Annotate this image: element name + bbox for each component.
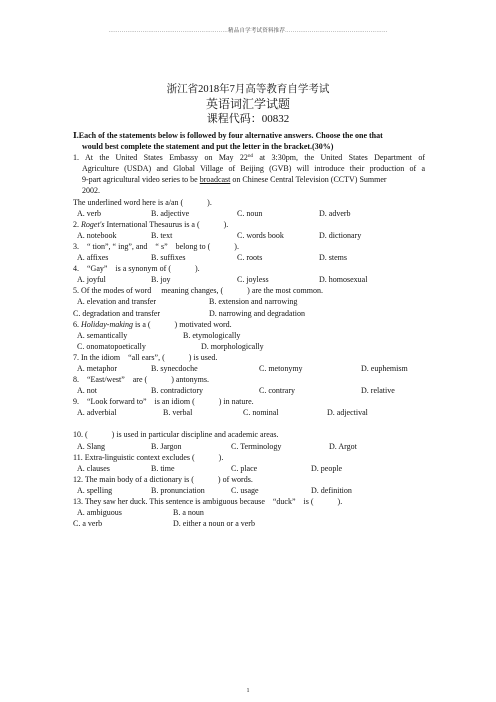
question-6-stem: 6. Holiday-making is a ( ) motivated word. bbox=[73, 319, 232, 329]
option-a: A. adverbial bbox=[77, 408, 117, 418]
option-c: C. nominal bbox=[243, 408, 279, 418]
option-a: A. joyful bbox=[77, 275, 106, 285]
question-12-options bbox=[73, 485, 425, 496]
option-d: D. morphologically bbox=[201, 341, 264, 351]
option-c: C. degradation and transfer bbox=[73, 308, 161, 318]
option-b: B. extension and narrowing bbox=[209, 297, 298, 307]
option-d: D. relative bbox=[361, 386, 395, 396]
question-13-options-cd bbox=[73, 518, 425, 529]
option-c: C. noun bbox=[237, 208, 263, 218]
question-11-stem: 11. Extra-linguistic context excludes ( ). bbox=[73, 452, 224, 462]
question-1-passage-line-2: Agriculture (USDA) and Global Village of Beijing (GVB) will introduce their production of a bbox=[82, 164, 425, 174]
option-d: D. narrowing and degradation bbox=[209, 308, 305, 318]
option-c: C. words book bbox=[237, 230, 284, 240]
option-c: C. contrary bbox=[259, 386, 295, 396]
question-1-stem: The underlined word here is a/an ( ). bbox=[73, 197, 212, 207]
question-7-stem: 7. In the idiom “all ears”, ( ) is used. bbox=[73, 352, 218, 362]
option-b: B. synecdoche bbox=[151, 363, 198, 373]
page-number: 1 bbox=[246, 688, 250, 694]
page-header-banner: ………………………………………………………精品自学考试资料推荐……………………………………………… bbox=[108, 28, 388, 34]
question-5-options-ab bbox=[73, 296, 425, 307]
question-12-stem: 12. The main body of a dictionary is ( ) of words. bbox=[73, 474, 253, 484]
question-8-options bbox=[73, 385, 425, 396]
option-a: A. affixes bbox=[77, 253, 109, 263]
option-d: D. people bbox=[311, 463, 343, 473]
option-a: A. ambiguous bbox=[77, 508, 122, 518]
option-d: D. dictionary bbox=[319, 230, 362, 240]
question-9-stem: 9. “Look forward to” is an idiom ( ) in nature. bbox=[73, 397, 254, 407]
option-a: A. not bbox=[77, 386, 97, 396]
option-d: D. Argot bbox=[329, 441, 357, 451]
option-c: C. joyless bbox=[237, 275, 269, 285]
question-5-options-cd bbox=[73, 308, 425, 319]
section-instruction-cont: would best complete the statement and put the letter in the bracket.(30%) bbox=[82, 142, 334, 152]
question-1-passage-line-1: 1. At the United States Embassy on May 22nd at 3:30pm, the United States Department of bbox=[73, 153, 426, 163]
option-a: A. notebook bbox=[77, 230, 117, 240]
option-d: D. stems bbox=[319, 253, 347, 263]
option-b: B. suffixes bbox=[151, 253, 186, 263]
question-6-options-cd bbox=[73, 341, 425, 352]
question-5-stem: 5. Of the modes of word meaning changes, ( ) are the most common. bbox=[73, 286, 323, 296]
option-b: B. time bbox=[151, 463, 175, 473]
course-code: 课程代码：00832 bbox=[206, 113, 290, 125]
option-b: B. Jargon bbox=[151, 441, 182, 451]
question-13-options-ab bbox=[73, 507, 425, 518]
option-a: A. metaphor bbox=[77, 363, 117, 373]
question-3-options bbox=[73, 252, 425, 263]
question-4-stem: 4. “Gay” is a synonym of ( ). bbox=[73, 264, 200, 274]
question-13-stem: 13. They saw her duck. This sentence is ambiguous because “duck” is ( ). bbox=[73, 497, 343, 506]
option-b: B. text bbox=[151, 230, 173, 240]
question-3-stem: 3. “ tion”, “ ing”, and “ s” belong to ( ). bbox=[73, 241, 239, 251]
option-b: B. adjective bbox=[151, 208, 190, 218]
question-8-stem: 8. “East/west” are ( ) antonyms. bbox=[73, 375, 209, 385]
section-instruction: Ⅰ.Each of the statements below is followed by four alternative answers. Choose the one that bbox=[73, 131, 383, 140]
option-d: D. either a noun or a verb bbox=[173, 519, 255, 529]
subject-title: 英语词汇学试题 bbox=[205, 97, 290, 111]
question-4-options bbox=[73, 274, 425, 285]
question-7-options bbox=[73, 363, 425, 374]
option-b: B. pronunciation bbox=[151, 485, 205, 495]
option-a: A. spelling bbox=[77, 485, 113, 495]
question-10-options bbox=[73, 441, 425, 452]
underlined-word: broadcast bbox=[199, 175, 231, 185]
question-11-options bbox=[73, 463, 425, 474]
option-d: D. adverb bbox=[319, 208, 351, 218]
question-1-passage-line-3: 9-part agricultural video series to be broadcast on Chinese Central Television (CCTV) Summer bbox=[82, 175, 387, 185]
question-1-options bbox=[73, 208, 425, 219]
option-b: B. contradictory bbox=[151, 386, 203, 396]
option-c: C. a verb bbox=[73, 519, 103, 529]
option-d: D. homosexual bbox=[319, 275, 368, 285]
option-a: A. elevation and transfer bbox=[77, 297, 157, 307]
option-c: C. place bbox=[231, 463, 258, 473]
question-6-options-ab bbox=[73, 330, 425, 341]
option-b: B. etymologically bbox=[183, 330, 241, 340]
option-b: B. a noun bbox=[173, 508, 204, 518]
option-c: C. Terminology bbox=[231, 441, 282, 451]
option-c: C. onomatopoetically bbox=[77, 341, 146, 351]
question-9-options bbox=[73, 407, 425, 418]
option-c: C. usage bbox=[231, 485, 259, 495]
question-content bbox=[73, 130, 425, 529]
option-d: D. euphemism bbox=[361, 363, 408, 373]
exam-title: 浙江省2018年7月高等教育自学考试 bbox=[166, 84, 330, 95]
option-a: A. clauses bbox=[77, 463, 110, 473]
option-c: C. roots bbox=[237, 253, 263, 263]
question-2-options bbox=[73, 230, 425, 241]
option-a: A. verb bbox=[77, 208, 101, 218]
question-1-passage-line-4: 2002. bbox=[82, 186, 100, 196]
question-2-stem: 2. Roget's International Thesaurus is a ( ). bbox=[73, 219, 229, 229]
option-a: A. semantically bbox=[77, 330, 128, 340]
option-a: A. Slang bbox=[77, 441, 105, 451]
option-d: D. definition bbox=[311, 485, 352, 495]
option-b: B. joy bbox=[151, 275, 171, 285]
option-b: B. verbal bbox=[163, 408, 193, 418]
question-10-stem: 10. ( ) is used in particular discipline and academic areas. bbox=[73, 430, 279, 440]
option-c: C. metonymy bbox=[259, 363, 303, 373]
option-d: D. adjectival bbox=[327, 408, 368, 418]
